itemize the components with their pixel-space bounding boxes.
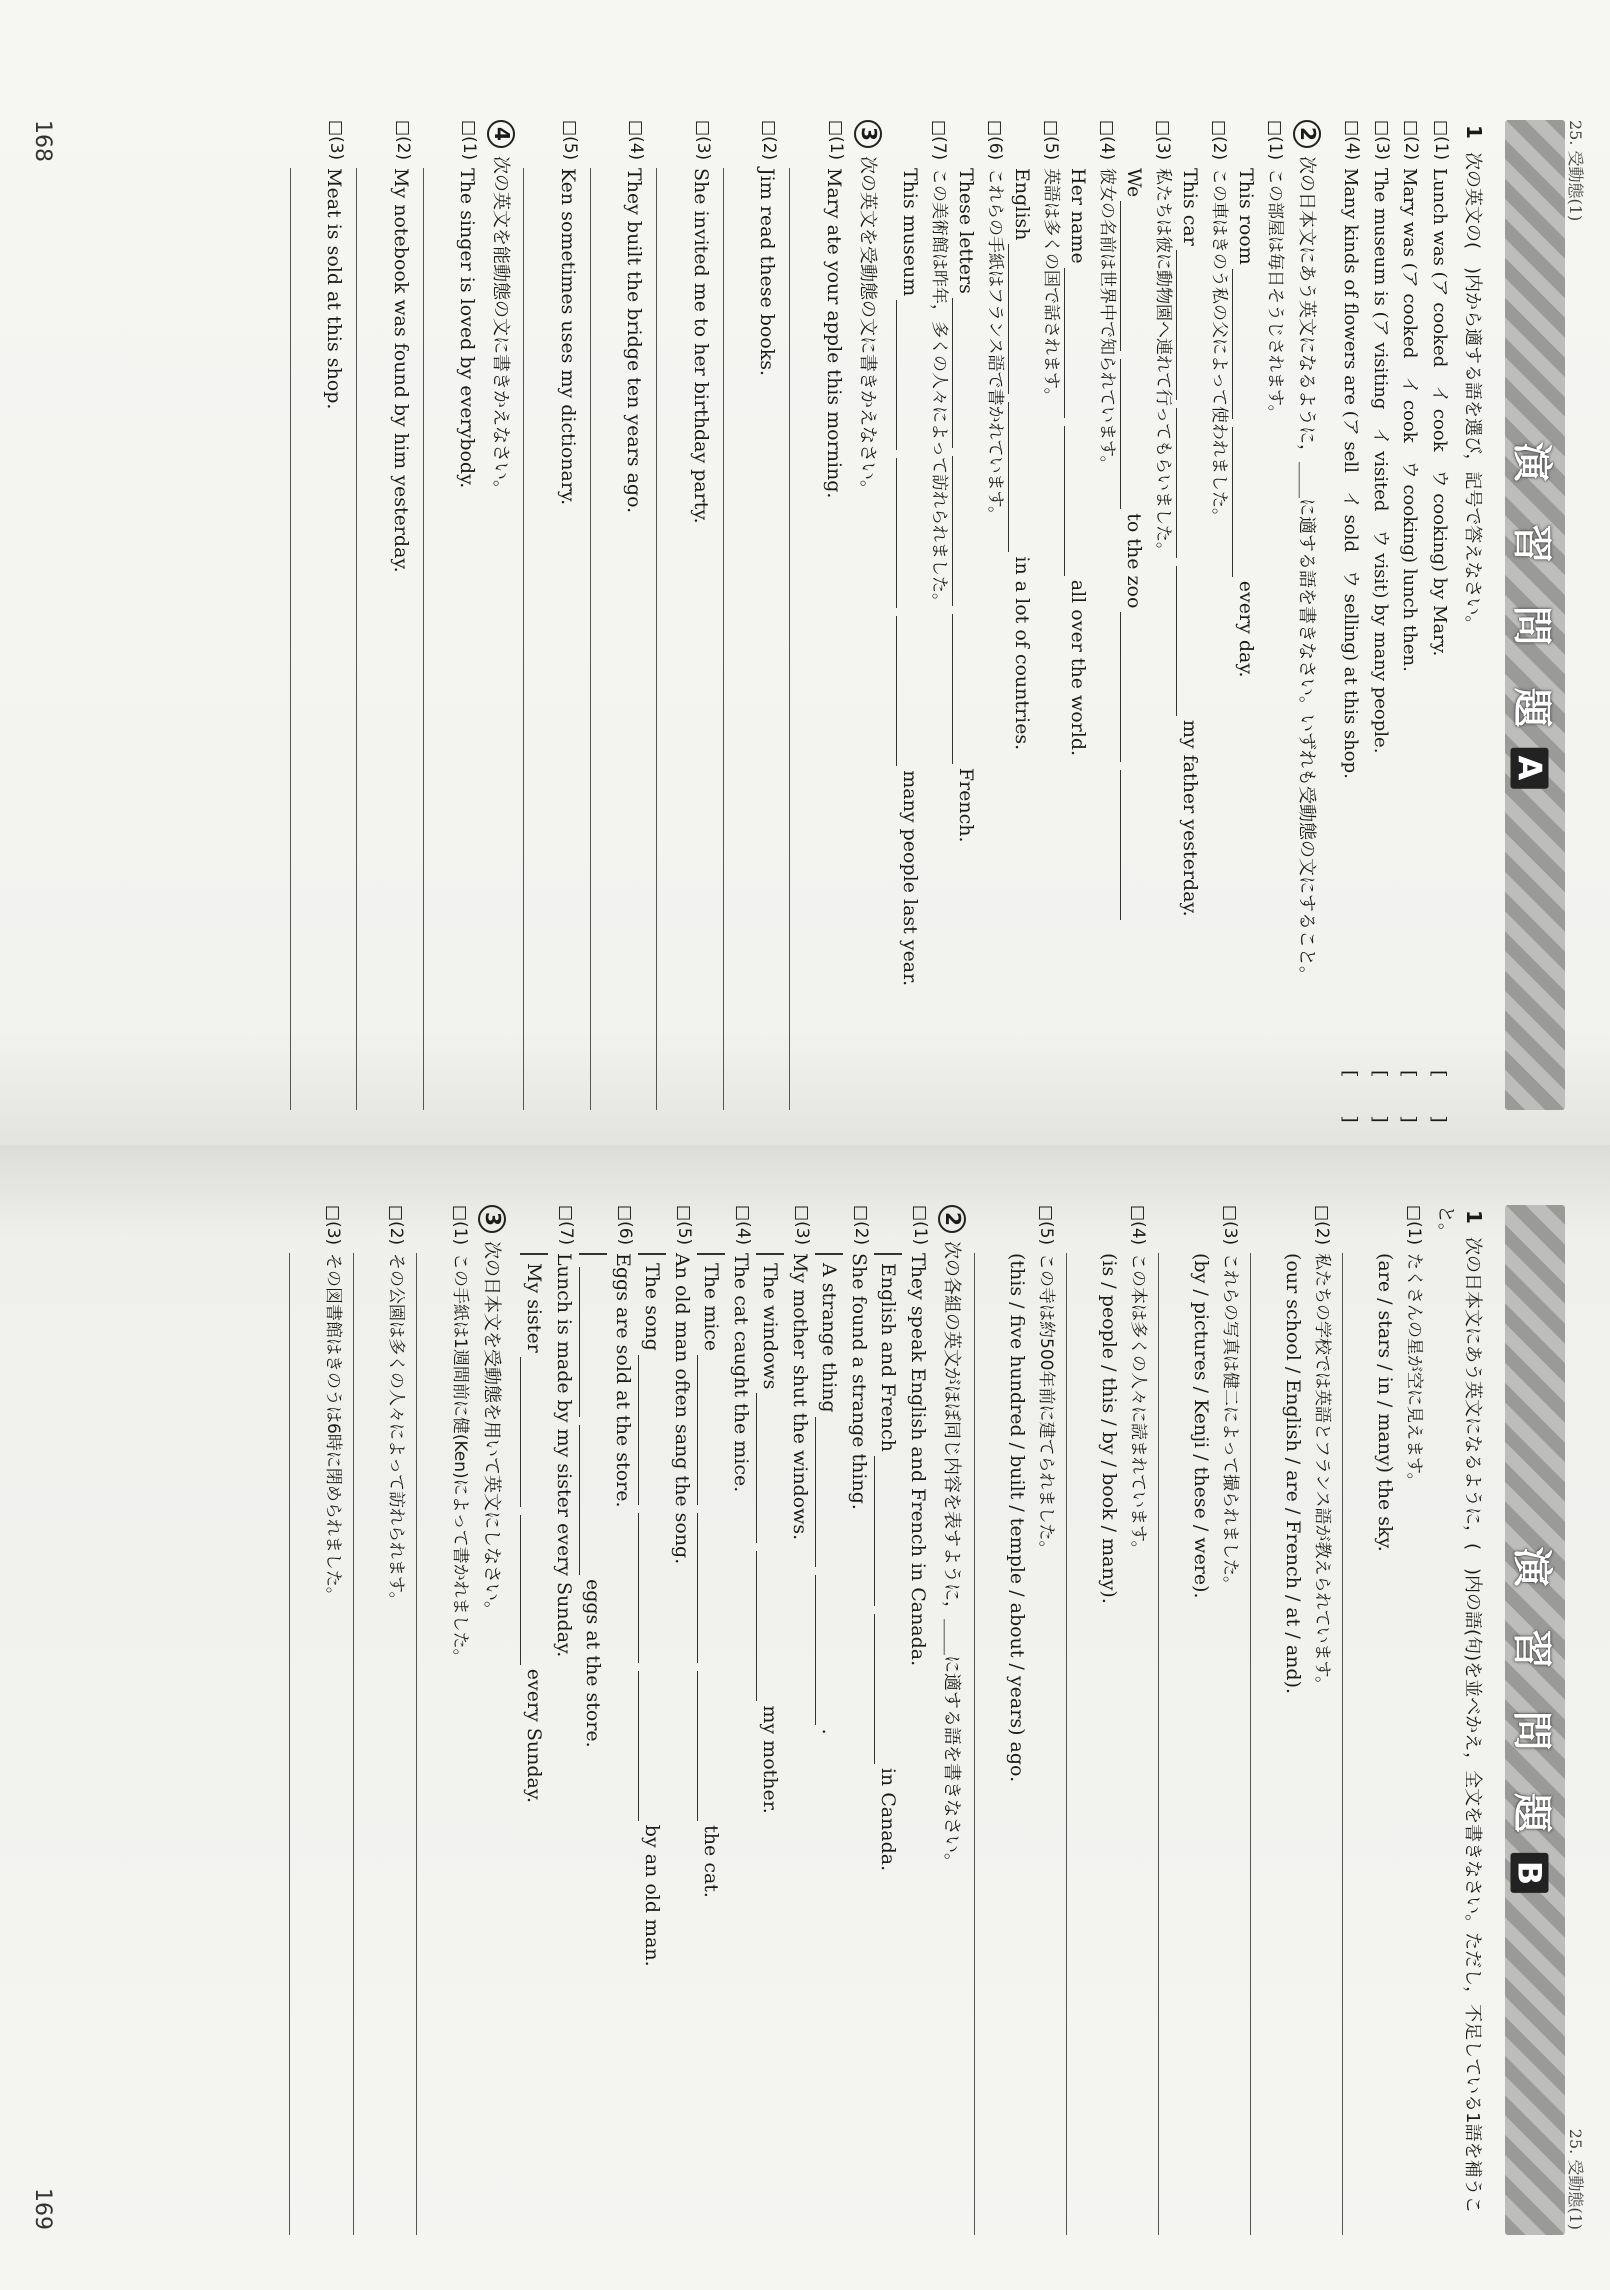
fill-blank-question: □(3) 私たちは彼に動物園へ連れて行ってもらいました。 Weto the zoo — [1120, 120, 1175, 1110]
answer-blank[interactable] — [638, 1671, 657, 1821]
rewrite-question: □(3) Meat is sold at this shop. — [290, 120, 349, 1110]
reorder-question: □(3) これらの写真は健二によって撮られました。 (by / pictures / Kenji / these / were). — [1158, 1205, 1242, 2235]
checkbox-label[interactable]: □(7) — [556, 1205, 576, 1246]
answer-blank[interactable] — [896, 458, 915, 608]
answer-blank[interactable] — [1064, 268, 1083, 418]
checkbox-label[interactable]: □(4) — [733, 1205, 753, 1246]
answer-blank[interactable] — [756, 1551, 775, 1701]
checkbox-label[interactable]: □(3) — [1220, 1205, 1240, 1246]
checkbox-label[interactable]: □(5) — [1041, 120, 1061, 161]
rewrite-question: □(4) They built the bridge ten years ago. — [590, 120, 649, 1110]
checkbox-label[interactable]: □(3) — [1372, 120, 1392, 161]
checkbox-label[interactable]: □(2) — [1312, 1205, 1332, 1246]
banner-letter: A — [1511, 748, 1549, 789]
answer-blank[interactable] — [1064, 426, 1083, 576]
checkbox-label[interactable]: □(3) — [792, 1205, 812, 1246]
banner-title: 演 習 問 題 — [1508, 1546, 1555, 1847]
paraphrase-question: □(3) My mother shut the windows. The windowsmy mother. — [756, 1205, 814, 2235]
checkbox-label[interactable]: □(1) — [1404, 1205, 1424, 1246]
rewrite-question: □(5) Ken sometimes uses my dictionary. — [524, 120, 583, 1110]
rewrite-question: □(2) My notebook was found by him yesterday. — [357, 120, 416, 1110]
question: □(4) Many kinds of flowers are (ア sell イ sold ウ selling) at this shop. [ ] — [1336, 120, 1365, 1110]
paraphrase-question: □(1) They speak English and French in Canada. English and Frenchin Canada. — [874, 1205, 932, 2235]
answer-blank[interactable] — [697, 1671, 716, 1821]
answer-blank[interactable] — [520, 1357, 539, 1507]
answer-blank[interactable] — [874, 1614, 893, 1764]
answer-line[interactable] — [974, 1253, 1003, 2235]
answer-blank[interactable] — [697, 1355, 716, 1505]
reorder-question: □(2) 私たちの学校では英語とフランス語が教えられています。 (our school / English / are / French / at / and). — [1250, 1205, 1334, 2235]
checkbox-label[interactable]: □(5) — [560, 120, 580, 161]
checkbox-label[interactable]: □(3) — [693, 120, 713, 161]
checkbox-label[interactable]: □(7) — [929, 120, 949, 161]
answer-blank[interactable] — [874, 1456, 893, 1606]
page-169 — [0, 1145, 1610, 2290]
answer-line[interactable] — [657, 168, 686, 1110]
running-head: 25. 受動態(1) — [1566, 120, 1585, 222]
checkbox-label[interactable]: □(5) — [1036, 1205, 1056, 1246]
answer-line[interactable] — [1342, 1253, 1371, 2235]
section-2-instruction: 2次の日本文にあう英文になるように，＿＿に適する語を書きなさい。いずれも受動態の文にすること。 — [1293, 120, 1321, 1110]
question: □(2) Mary was (ア cooked イ cook ウ cooking) lunch then. [ ] — [1395, 120, 1424, 1110]
checkbox-label[interactable]: □(4) — [626, 120, 647, 161]
checkbox-label[interactable]: □(2) — [1401, 120, 1422, 161]
answer-blank[interactable] — [756, 1393, 775, 1543]
checkbox-label[interactable]: □(2) — [851, 1205, 871, 1246]
page-168-content — [282, 120, 1490, 1123]
checkbox-label[interactable]: □(2) — [759, 120, 780, 161]
answer-line[interactable] — [423, 168, 452, 1110]
answer-line[interactable] — [524, 168, 553, 1110]
answer-blank[interactable] — [1120, 201, 1139, 351]
answer-blank[interactable] — [952, 614, 971, 764]
section-2-instruction: 2次の各組の英文がほぼ同じ内容を表すように，＿＿に適する語を書きなさい。 — [938, 1205, 966, 2235]
banner-letter: B — [1511, 1853, 1549, 1893]
checkbox-label[interactable]: □(1) — [459, 120, 480, 161]
checkbox-label[interactable]: □(1) — [826, 120, 846, 161]
answer-line[interactable] — [723, 168, 752, 1110]
answer-blank[interactable] — [1176, 566, 1195, 716]
checkbox-label[interactable]: □(4) — [1342, 120, 1363, 161]
section-number: 1 — [1462, 125, 1486, 139]
reorder-question: □(1) たくさんの星が空に見えます。 (are / stars / in / many) the sky. — [1342, 1205, 1426, 2235]
section-number: 2 — [938, 1205, 966, 1233]
question: □(1) Lunch was (ア cooked イ cook ウ cooking) by Mary. [ ] — [1425, 120, 1454, 1110]
answer-bracket[interactable]: [ ] — [1339, 1070, 1362, 1123]
section-number: 3 — [478, 1205, 506, 1233]
section-number: 2 — [1293, 120, 1321, 148]
checkbox-label[interactable]: □(4) — [1097, 120, 1117, 161]
answer-blank[interactable] — [1176, 250, 1195, 400]
page-169-content — [282, 1205, 1491, 2235]
answer-blank[interactable] — [1120, 612, 1139, 762]
answer-line[interactable] — [590, 168, 619, 1110]
answer-blank[interactable] — [520, 1515, 539, 1665]
rewrite-question: □(1) The singer is loved by everybody. — [423, 120, 482, 1110]
answer-line[interactable] — [790, 168, 819, 1110]
paraphrase-question: □(4) The cat caught the mice. The micethe cat. — [697, 1205, 755, 2235]
section-4-instruction: 4次の英文を能動態の文に書きかえなさい。 — [488, 120, 516, 1110]
question: □(3) The museum is (ア visiting イ visited ウ visit) by many people. [ ] — [1366, 120, 1395, 1110]
section-3-instruction: 3次の日本文を受動態を用いて英文にしなさい。 — [478, 1205, 506, 2235]
answer-blank[interactable] — [638, 1513, 657, 1663]
translate-question: □(1) この手紙は1週間前に健(Ken)によって書かれました。 — [417, 1205, 473, 2235]
answer-blank[interactable] — [1120, 770, 1139, 920]
page-number: 168 — [30, 120, 55, 162]
answer-blank[interactable] — [1120, 359, 1139, 509]
section-1-instruction: 1次の英文の( )内から適する語を選び，記号で答えなさい。 — [1459, 120, 1486, 1110]
fill-blank-question: □(1) この部屋は毎日そうじされます。 This roomevery day. — [1232, 120, 1287, 1110]
answer-blank[interactable] — [896, 616, 915, 766]
answer-line[interactable] — [357, 168, 386, 1110]
checkbox-label[interactable]: □(1) — [450, 1205, 470, 1246]
answer-blank[interactable] — [697, 1513, 716, 1663]
paraphrase-question: □(6) Eggs are sold at the store. eggs at the store. — [579, 1205, 637, 2235]
answer-blank[interactable] — [896, 300, 915, 450]
paraphrase-question: □(7) Lunch is made by my sister every Sunday. My sisterevery Sunday. — [520, 1205, 578, 2235]
exercise-b-banner — [1505, 1205, 1565, 2235]
answer-blank[interactable] — [952, 456, 971, 606]
fill-blank-question: □(4) 彼女の名前は世界中で知られています。 Her nameall over the world. — [1064, 120, 1119, 1110]
answer-blank[interactable] — [1176, 408, 1195, 558]
answer-line[interactable] — [1158, 1253, 1187, 2235]
checkbox-label[interactable]: □(5) — [674, 1205, 694, 1246]
fill-blank-question: □(6) これらの手紙はフランス語で書かれています。 These lettersFrench. — [952, 120, 1007, 1110]
exercise-a-banner — [1505, 120, 1565, 1110]
rewrite-question: □(2) Jim read these books. — [723, 120, 782, 1110]
answer-line[interactable] — [1250, 1253, 1279, 2235]
section-1-instruction: 1次の日本文にあう英文になるように，( )内の語(句)を並べかえ，全文を書きなさい。ただし，不足している1語を補うこと。 — [1435, 1205, 1486, 2214]
fill-blank-question: □(5) 英語は多くの国で話されます。 Englishin a lot of countries. — [1008, 120, 1063, 1110]
checkbox-label[interactable]: □(2) — [393, 120, 413, 161]
answer-blank[interactable] — [815, 1417, 834, 1567]
fill-blank-question: □(2) この車はきのう私の父によって使われました。 This carmy father yesterday. — [1176, 120, 1231, 1110]
paraphrase-question: □(2) She found a strange thing. A strange thing. — [815, 1205, 873, 2235]
answer-bracket[interactable]: [ ] — [1369, 1070, 1391, 1123]
checkbox-label[interactable]: □(6) — [985, 120, 1005, 161]
running-head: 25. 受動態(1) — [1566, 2128, 1585, 2230]
checkbox-label[interactable]: □(4) — [1128, 1205, 1148, 1246]
answer-bracket[interactable]: [ ] — [1398, 1070, 1421, 1123]
checkbox-label[interactable]: □(3) — [1153, 120, 1173, 161]
banner-title: 演 習 問 題 — [1508, 441, 1555, 742]
section-number: 1 — [1462, 1210, 1486, 1224]
answer-blank[interactable] — [1232, 269, 1251, 419]
answer-line[interactable] — [353, 1253, 382, 2235]
checkbox-label[interactable]: □(3) — [323, 1205, 343, 1246]
answer-blank[interactable] — [1008, 402, 1027, 552]
answer-line[interactable] — [1066, 1253, 1095, 2235]
checkbox-label[interactable]: □(3) — [326, 120, 347, 161]
answer-line[interactable] — [290, 168, 319, 1110]
reorder-question: □(4) この本は多くの人々に読まれています。 (is / people / this / by / book / many). — [1066, 1205, 1150, 2235]
checkbox-label[interactable]: □(2) — [386, 1205, 407, 1246]
rewrite-question: □(1) Mary ate your apple this morning. — [790, 120, 849, 1110]
section-number: 3 — [854, 120, 882, 148]
answer-blank[interactable] — [638, 1355, 657, 1505]
answer-blank[interactable] — [952, 298, 971, 448]
reorder-question: □(5) この寺は約500年前に建てられました。 (this / five hundred / built / temple / about / years) ago. — [974, 1205, 1058, 2235]
checkbox-label[interactable]: □(6) — [615, 1205, 635, 1246]
paraphrase-question: □(5) An old man often sang the song. The songby an old man. — [638, 1205, 696, 2235]
section-3-instruction: 3次の英文を受動態の文に書きかえなさい。 — [854, 120, 882, 1110]
answer-line[interactable] — [417, 1253, 446, 2235]
checkbox-label[interactable]: □(2) — [1209, 120, 1229, 161]
answer-line[interactable] — [290, 1253, 319, 2235]
rewrite-question: □(3) She invited me to her birthday party. — [657, 120, 716, 1110]
page-number: 169 — [30, 2188, 55, 2230]
translate-question: □(2) その公園は多くの人々によって訪れられます。 — [353, 1205, 409, 2235]
answer-blank[interactable] — [579, 1267, 598, 1417]
checkbox-label[interactable]: □(1) — [910, 1205, 930, 1246]
answer-blank[interactable] — [1232, 427, 1251, 577]
answer-blank[interactable] — [1008, 244, 1027, 394]
checkbox-label[interactable]: □(1) — [1431, 120, 1451, 161]
checkbox-label[interactable]: □(1) — [1265, 120, 1285, 161]
answer-blank[interactable] — [815, 1575, 834, 1725]
answer-bracket[interactable]: [ ] — [1428, 1070, 1450, 1123]
answer-blank[interactable] — [579, 1425, 598, 1575]
fill-blank-question: □(7) この美術館は昨年，多くの人々によって訪れられました。 This museummany people last year. — [896, 120, 951, 1110]
section-number: 4 — [488, 120, 516, 148]
translate-question: □(3) その図書館はきのうは6時に閉められました。 — [290, 1205, 346, 2235]
